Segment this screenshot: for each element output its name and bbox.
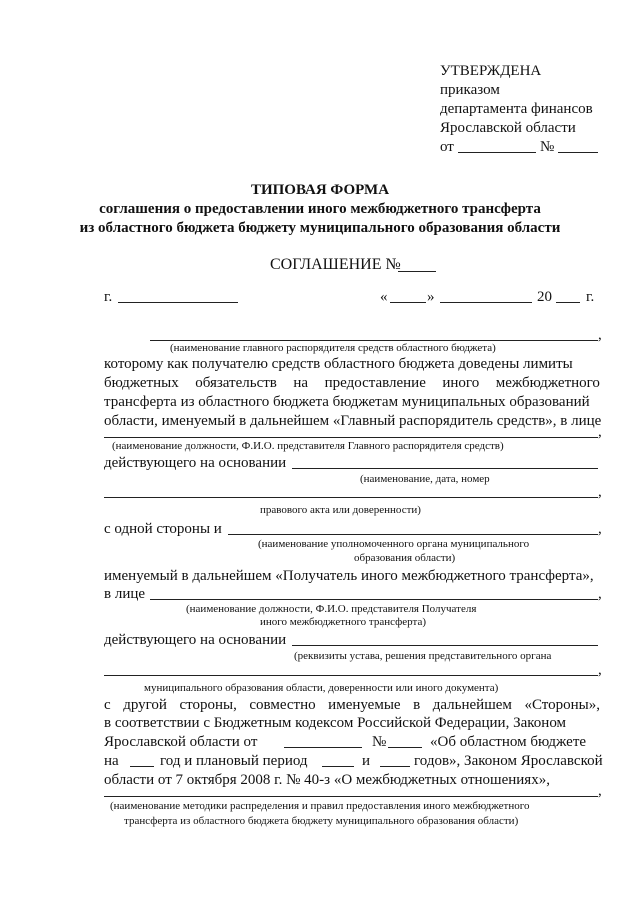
- plan-year-2-blank[interactable]: [380, 766, 410, 767]
- p2-line-4-a: на: [104, 753, 119, 769]
- date-quote-close: »: [427, 289, 435, 305]
- approval-number-label: №: [540, 139, 555, 155]
- named-recipient: именуемый в дальнейшем «Получатель иного межбюджетного трансферта»,: [104, 568, 594, 584]
- p2-line-3-a: Ярославской области от: [104, 734, 258, 750]
- agreement-heading: СОГЛАШЕНИЕ №: [270, 256, 401, 273]
- hint-main-manager: (наименование главного распорядителя средств областного бюджета): [170, 342, 496, 354]
- acting-basis-1: действующего на основании: [104, 455, 287, 471]
- acting-basis-2: действующего на основании: [104, 632, 287, 648]
- main-manager-blank[interactable]: [150, 340, 598, 341]
- method-blank[interactable]: [104, 796, 598, 797]
- main-position-blank[interactable]: [104, 437, 598, 438]
- basis-2-cont-blank[interactable]: [104, 675, 598, 676]
- basis-1-blank[interactable]: [292, 468, 598, 469]
- hint-charter-1: (реквизиты устава, решения представительного органа: [294, 650, 552, 662]
- recipient-position-blank[interactable]: [150, 599, 598, 600]
- budget-year-blank[interactable]: [130, 766, 154, 767]
- month-blank[interactable]: [440, 302, 532, 303]
- p2-line-4-c: и: [362, 753, 371, 769]
- agreement-number-blank[interactable]: [398, 271, 436, 272]
- approval-number-blank[interactable]: [558, 152, 598, 153]
- p2-line-4-b: год и плановый период: [160, 753, 308, 769]
- in-person-label: в лице: [104, 586, 146, 602]
- basis-1-cont-blank[interactable]: [104, 497, 598, 498]
- form-title: ТИПОВАЯ ФОРМА: [250, 182, 390, 198]
- hint-name-date-number: (наименование, дата, номер: [360, 473, 490, 485]
- approval-region: Ярославской области: [440, 120, 576, 136]
- plan-year-1-blank[interactable]: [322, 766, 354, 767]
- p2-line-5: области от 7 октября 2008 г. № 40-з «О межбюджетных отношениях»,: [104, 772, 550, 788]
- hint-legal-act: правового акта или доверенности): [260, 504, 421, 516]
- basis-2-blank[interactable]: [292, 645, 598, 646]
- approval-approved: УТВЕРЖДЕНА: [440, 63, 542, 79]
- p2-line-2: в соответствии с Бюджетным кодексом Российской Федерации, Законом: [104, 715, 567, 731]
- p2-line-3-b: №: [372, 734, 387, 750]
- law-number-blank[interactable]: [388, 747, 422, 748]
- one-side-label: с одной стороны и: [104, 521, 222, 537]
- year-suffix: г.: [586, 289, 595, 305]
- city-prefix: г.: [104, 289, 113, 305]
- approval-department: департамента финансов: [440, 101, 593, 117]
- year-blank[interactable]: [556, 302, 580, 303]
- form-subtitle-1: соглашения о предоставлении иного межбюджетного трансферта: [99, 201, 541, 217]
- approval-date-blank[interactable]: [458, 152, 536, 153]
- day-blank[interactable]: [390, 302, 426, 303]
- hint-method-1: (наименование методики распределения и правил предоставления иного межбюджетного: [110, 800, 530, 812]
- hint-authorized-1: (наименование уполномоченного органа муниципального: [258, 538, 530, 550]
- hint-method-2: трансферта из областного бюджета бюджету муниципального образования области): [124, 815, 519, 827]
- p1-line-1: которому как получателю средств областного бюджета доведены лимиты: [104, 356, 573, 372]
- p2-line-1: с другой стороны, совместно именуемые в дальнейшем «Стороны»,: [104, 697, 600, 713]
- hint-position-main: (наименование должности, Ф.И.О. представителя Главного распорядителя средств): [112, 440, 504, 452]
- city-blank[interactable]: [118, 302, 238, 303]
- year-prefix: 20: [537, 289, 552, 305]
- law-date-blank[interactable]: [284, 747, 362, 748]
- approval-order: приказом: [440, 82, 500, 98]
- p1-line-3: трансферта из областного бюджета бюджетам муниципальных образований: [104, 394, 590, 410]
- p2-line-3-c: «Об областном бюджете: [430, 734, 587, 750]
- approval-from-label: от: [440, 139, 454, 155]
- p2-line-4-d: годов», Законом Ярославской: [414, 753, 603, 769]
- hint-charter-2: муниципального образования области, доверенности или иного документа): [144, 682, 499, 694]
- date-quote-open: «: [380, 289, 388, 305]
- hint-position-recip-2: иного межбюджетного трансферта): [260, 616, 427, 628]
- authorized-body-blank[interactable]: [228, 534, 598, 535]
- p1-line-2: бюджетных обязательств на предоставление иного межбюджетного: [104, 375, 600, 391]
- hint-authorized-2: образования области): [354, 552, 456, 564]
- p1-line-4: области, именуемый в дальнейшем «Главный распорядитель средств», в лице: [104, 413, 602, 429]
- form-subtitle-2: из областного бюджета бюджету муниципального образования области: [79, 220, 561, 236]
- hint-position-recip-1: (наименование должности, Ф.И.О. представителя Получателя: [186, 603, 477, 615]
